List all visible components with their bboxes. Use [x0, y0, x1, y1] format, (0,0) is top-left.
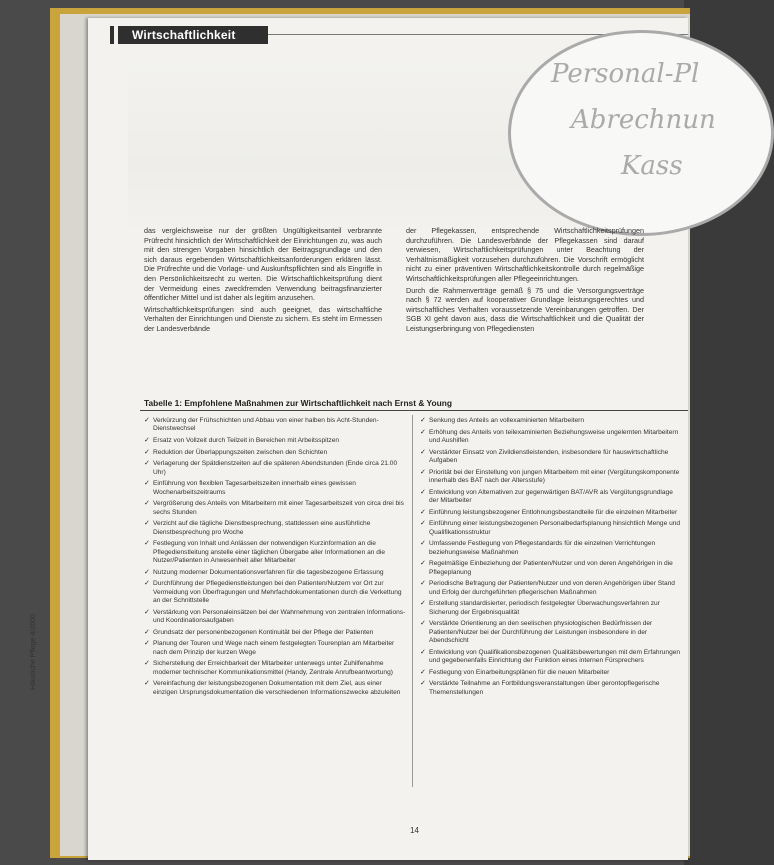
- measure-item: [144, 640, 406, 657]
- checkmark-icon: ✓: [420, 448, 426, 456]
- intro-left-column: [144, 226, 382, 336]
- checkmark-icon: ✓: [420, 488, 426, 496]
- measure-text: Senkung des Anteils an vollexaminierten Mitarbeitern: [429, 417, 585, 424]
- measure-text: Verstärkte Teilnahme an Fortbildungsveranstaltungen über gerontopflegerische Themenstellungen: [429, 680, 660, 696]
- checkmark-icon: ✓: [420, 428, 426, 436]
- intro-right-column: [406, 226, 644, 336]
- intro-right-paragraph: Durch die Rahmenverträge gemäß § 75 und die Versorgungsverträge nach § 72 werden auf kooperativer Grundlage leistungsgerechtes und wirtschaftliches Verhalten voraussetzende Vereinbarungen getroffen. Der SGB XI geht davon aus, dass die Wirtschaftlichkeit und die Qualität der Leistungserbringung von Pflegediensten: [406, 285, 644, 333]
- handwriting-line-1: Personal-Pl: [551, 59, 700, 89]
- checkmark-icon: ✓: [420, 520, 426, 528]
- checkmark-icon: ✓: [144, 640, 150, 648]
- intro-left-paragraph: das vergleichsweise nur der größten Ungültigkeitsanteil verbrannte Prüfrecht hinsichtlich der Wirtschaftlichkeit der Einrichtungen zu, was auch mit den strengen Vorgaben hinsichtlich der Beitragsgrundlage und den sich daraus ergebenden Wirtschaftlichkeitsanforderungen erklären lässt. Die Prüfrechte und die Vorlage- und Auskunftspflichten sind als Eingriffe in den Persönlichkeitsrecht zu werten. Die Wirtschaftlichkeitsprüfung dient der Vermeidung eines zweckfremden Verwendung beitragsfinanzierter öffentlicher Mittel und ist daher als legitim anzusehen.: [144, 226, 382, 303]
- checkmark-icon: ✓: [420, 620, 426, 628]
- table-title: Tabelle 1: Empfohlene Maßnahmen zur Wirtschaftlichkeit nach Ernst & Young: [144, 398, 452, 408]
- measure-text: Festlegung von Einarbeitungsplänen für die neuen Mitarbeiter: [429, 668, 610, 676]
- measure-item: [420, 417, 682, 425]
- measure-item: [420, 429, 682, 446]
- measure-item: [144, 660, 406, 677]
- measure-item: [144, 629, 406, 637]
- measure-text: Einführung leistungsbezogener Entlohnungsbestandteile für die einzelnen Mitarbeiter: [429, 508, 678, 516]
- checkmark-icon: ✓: [144, 500, 150, 508]
- checkmark-icon: ✓: [420, 668, 426, 676]
- measure-text: Festlegung von Inhalt und Anlässen der notwendigen Kurzinformation an die Pflegedienstleitung anstelle einer täglichen Übergabe aller Informationen an die Nutzer/Patienten in Anwesenheit aller Mitarbeiter: [153, 540, 386, 564]
- handwriting-line-3: Kass: [621, 151, 683, 181]
- measures-right-column: [420, 417, 682, 700]
- measures-table: [140, 410, 688, 791]
- measure-item: [420, 520, 682, 537]
- page-number: 14: [410, 826, 419, 835]
- measure-text: Nutzung moderner Dokumentationsverfahren für die tagesbezogene Erfassung: [153, 568, 384, 576]
- measure-text: Regelmäßige Einbeziehung der Patienten/Nutzer und von deren Angehörigen in die Pflegeplanung: [429, 560, 673, 576]
- document-page: [88, 18, 716, 860]
- checkmark-icon: ✓: [144, 568, 150, 576]
- checkmark-icon: ✓: [420, 540, 426, 548]
- section-title: Wirtschaftlichkeit: [132, 28, 236, 42]
- measure-item: [420, 469, 682, 486]
- measure-text: Sicherstellung der Erreichbarkeit der Mitarbeiter unterwegs unter Zuhilfenahme moderner technischer Kommunikationsmittel (Handy, Zentrale Anrufbeantwortung): [153, 660, 393, 676]
- intro-right-paragraph: der Pflegekassen, entsprechende Wirtschaftlichkeitsprüfungen durchzuführen. Die Landesverbände der Pflegekassen sind darauf verwiesen, Wirtschaftlichkeitsprüfungen unter Beachtung der Verhältnismäßigkeit vorzusehen durchzuführen. Die Vorschrift ermöglicht nicht zu einer präventiven Wirtschaftlichkeitskontrolle durch regelmäßige Wirtschaftlichkeitsprüfungen aller Pflegeeinrichtungen.: [406, 226, 644, 283]
- handwritten-note-badge: [508, 30, 774, 236]
- intro-text: [144, 226, 650, 401]
- measure-item: [144, 609, 406, 626]
- table-divider: [412, 415, 413, 787]
- checkmark-icon: ✓: [144, 520, 150, 528]
- measure-item: [420, 680, 682, 697]
- measure-item: [144, 460, 406, 477]
- measure-text: Entwicklung von Qualifikationsbezogenen Qualitätsbewertungen mit dem Erfahrungen und gegebenenfalls Einrichtung der Funktion eines internen Fürsprechers: [429, 648, 681, 664]
- checkmark-icon: ✓: [144, 540, 150, 548]
- header-marker: [110, 26, 114, 44]
- measure-text: Reduktion der Überlappungszeiten zwischen den Schichten: [153, 448, 328, 456]
- checkmark-icon: ✓: [144, 437, 150, 444]
- section-header: [118, 26, 268, 44]
- checkmark-icon: ✓: [144, 628, 150, 636]
- measure-item: [144, 569, 406, 577]
- checkmark-icon: ✓: [144, 480, 150, 488]
- measure-text: Ersatz von Vollzeit durch Teilzeit in Bereichen mit Arbeitsspitzen: [153, 437, 340, 444]
- measure-text: Erstellung standardisierter, periodisch festgelegter Überwachungsverfahren zur Sicherung der Ergebnisqualität: [429, 600, 660, 616]
- measure-item: [144, 520, 406, 537]
- measure-text: Verstärkter Einsatz von Zivildienstleistenden, insbesondere für hauswirtschaftliche Aufgaben: [429, 448, 669, 464]
- intro-left-paragraph: Wirtschaftlichkeitsprüfungen sind auch geeignet, das wirtschaftliche Verhalten der Einrichtungen und Dienste zu sichern. Es steht im Ermessen der Landesverbände: [144, 304, 382, 333]
- measure-text: Planung der Touren und Wege nach einem festgelegten Tourenplan am Mitarbeiter nach dem Prinzip der kurzen Wege: [153, 640, 395, 656]
- checkmark-icon: ✓: [420, 560, 426, 568]
- measure-item: [144, 680, 406, 697]
- checkmark-icon: ✓: [144, 448, 150, 456]
- measure-text: Erhöhung des Anteils von teilexaminierten Beziehungsweise ungelernten Mitarbeitern und Aushilfen: [429, 428, 679, 444]
- measure-text: Vergrößerung des Anteils von Mitarbeitern mit einer Tagesarbeitszeit von circa drei bis sechs Stunden: [153, 500, 404, 516]
- measure-text: Einführung einer leistungsbezogenen Personalbedarfsplanung hinsichtlich Menge und Qualifikationsstruktur: [429, 520, 681, 536]
- measure-text: Verlagerung der Spätdienstzeiten auf die späteren Abendstunden (Ende circa 21.00 Uhr): [153, 460, 398, 476]
- checkmark-icon: ✓: [420, 648, 426, 656]
- checkmark-icon: ✓: [420, 580, 426, 588]
- checkmark-icon: ✓: [144, 417, 150, 424]
- measure-item: [420, 540, 682, 557]
- measure-item: [144, 580, 406, 605]
- measure-item: [420, 600, 682, 617]
- measures-left-column: [144, 417, 406, 700]
- checkmark-icon: ✓: [144, 608, 150, 616]
- checkmark-icon: ✓: [420, 600, 426, 608]
- measure-item: [420, 509, 682, 517]
- checkmark-icon: ✓: [420, 508, 426, 516]
- measure-item: [420, 489, 682, 506]
- checkmark-icon: ✓: [420, 417, 426, 424]
- checkmark-icon: ✓: [144, 580, 150, 588]
- measure-item: [144, 480, 406, 497]
- measure-text: Grundsatz der personenbezogenen Kontinuität bei der Pflege der Patienten: [153, 628, 374, 636]
- measure-text: Priorität bei der Einstellung von jungen Mitarbeitern mit einer (Vergütungskomponente innerhalb des BAT nach der Altersstufe): [429, 468, 680, 484]
- measure-item: [420, 649, 682, 666]
- measure-text: Umfassende Festlegung von Pflegestandards für die einzelnen Verrichtungen beziehungsweise Maßnahmen: [429, 540, 656, 556]
- checkmark-icon: ✓: [420, 680, 426, 688]
- measure-item: [144, 449, 406, 457]
- measure-text: Verkürzung der Frühschichten und Abbau von einer halben bis Acht-Stunden-Dienstwechsel: [153, 417, 379, 433]
- journal-side-label: Häusliche Pflege 4/2000: [30, 614, 37, 690]
- measure-item: [144, 437, 406, 445]
- checkmark-icon: ✓: [144, 460, 150, 468]
- handwriting-line-2: Abrechnun: [571, 105, 716, 135]
- measure-text: Vereinfachung der leistungsbezogenen Dokumentation mit dem Ziel, aus einer einzigen Ursprungsdokumentation die verschiedenen Informationszwecke abzuleiten: [153, 680, 401, 696]
- measure-item: [420, 560, 682, 577]
- measure-item: [144, 500, 406, 517]
- measure-text: Einführung von flexiblen Tagesarbeitszeiten innerhalb eines gewissen Wochenarbeitszeitraums: [153, 480, 356, 496]
- checkmark-icon: ✓: [144, 660, 150, 668]
- measure-text: Durchführung der Pflegedienstleistungen bei den Patienten/Nutzern vor Ort zur Vermeidung von Überfragungen und Mehrfachdokumentationen durch die Verkettung an der Schnittstelle: [153, 580, 402, 604]
- measure-item: [420, 580, 682, 597]
- measure-text: Periodische Befragung der Patienten/Nutzer und von deren Angehörigen über Stand und Erfolg der durchgeführten pflegerischen Maßnahmen: [429, 580, 675, 596]
- measure-item: [144, 417, 406, 434]
- measure-item: [420, 620, 682, 645]
- measure-item: [144, 540, 406, 565]
- measure-text: Entwicklung von Alternativen zur gegenwärtigen BAT/AVR als Vergütungsgrundlage der Mitarbeiter: [429, 488, 673, 504]
- measure-text: Verstärkung von Personaleinsätzen bei der Wahrnehmung von zentralen Informations- und Koordinationsaufgaben: [153, 608, 406, 624]
- measure-text: Verstärkte Orientierung an den seelischen physiologischen Bedürfnissen der Patienten/Nutzer bei der Durchführung der Leistungen insbesondere in der Abendschicht: [429, 620, 653, 644]
- measure-text: Verzicht auf die tägliche Dienstbesprechung, stattdessen eine ausführliche Dienstbesprechung pro Woche: [153, 520, 371, 536]
- measure-item: [420, 669, 682, 677]
- measure-item: [420, 449, 682, 466]
- checkmark-icon: ✓: [144, 680, 150, 688]
- checkmark-icon: ✓: [420, 468, 426, 476]
